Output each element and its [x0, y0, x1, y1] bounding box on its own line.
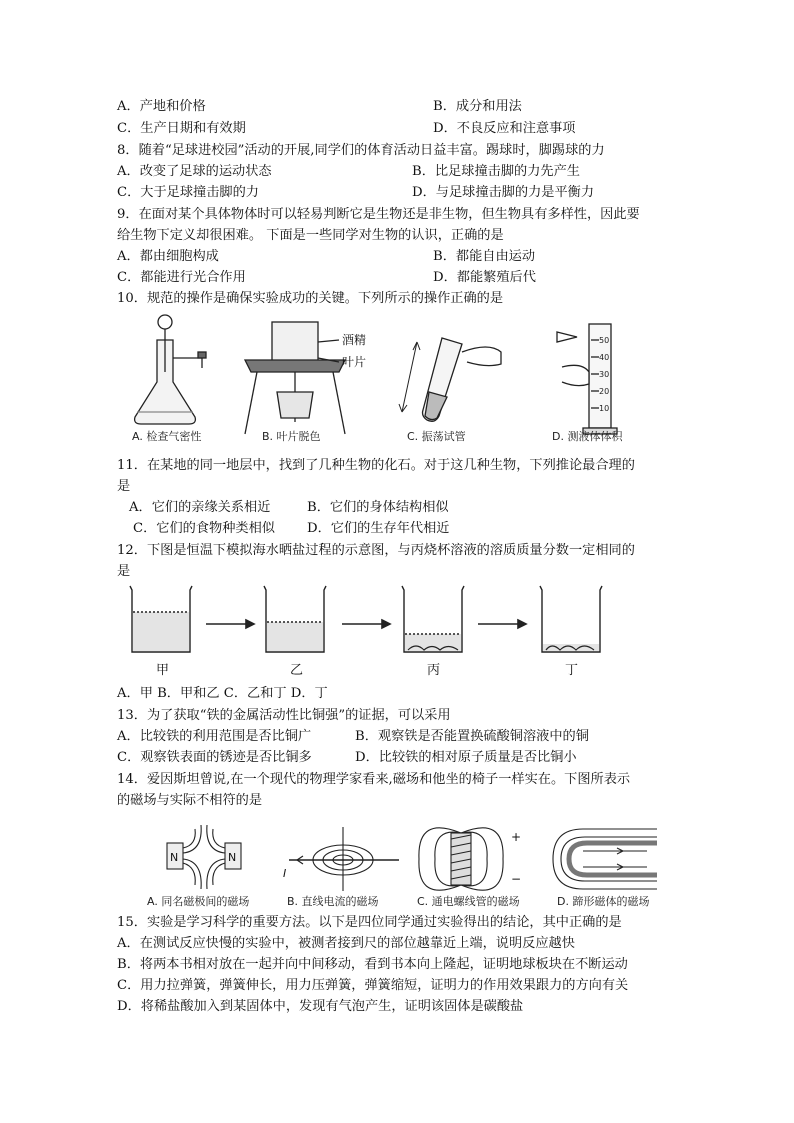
q15-option-c: C．用力拉弹簧，弹簧伸长，用力压弹簧，弹簧缩短，证明力的作用效果跟力的方向有关 — [117, 978, 629, 993]
current-label-i: I — [283, 867, 287, 880]
cylinder-tick-10: 10 — [599, 404, 610, 413]
label-alcohol: 酒精 — [342, 333, 367, 347]
q9-option-a: A．都由细胞构成 — [117, 249, 219, 264]
cylinder-tick-30: 30 — [599, 370, 610, 379]
solenoid-field — [419, 828, 503, 890]
beaker-label-bing: 丙 — [427, 663, 441, 678]
q14-magnetic-field-figure — [117, 815, 677, 910]
q7-option-a: A．产地和价格 — [117, 99, 206, 114]
q15-option-b: B．将两本书相对放在一起并向中间移动，看到书本向上隆起，证明地球板块在不断运动 — [117, 957, 628, 972]
caption-b: B. 直线电流的磁场 — [287, 895, 379, 908]
pole-n-right: N — [228, 851, 237, 864]
q10-stem: 10．规范的操作是确保实验成功的关键。下列所示的操作正确的是 — [117, 291, 504, 306]
q11-option-c: C．它们的食物种类相似 — [133, 521, 275, 536]
shake-tube-apparatus — [399, 338, 501, 421]
caption-c: C. 振荡试管 — [407, 430, 466, 443]
q7-option-c: C．生产日期和有效期 — [117, 121, 246, 136]
q13-option-b: B．观察铁是否能置换硫酸铜溶液中的铜 — [355, 729, 589, 744]
q9-option-b: B．都能自由运动 — [433, 249, 536, 264]
q13-option-c: C．观察铁表面的锈迹是否比铜多 — [117, 750, 312, 765]
caption-d: D. 测液体体积 — [552, 430, 623, 443]
q13-option-a: A．比较铁的利用范围是否比铜广 — [117, 729, 312, 744]
q14-stem-line2: 的磁场与实际不相符的是 — [117, 793, 263, 808]
beaker-label-yi: 乙 — [290, 663, 304, 678]
q11-option-b: B．它们的身体结构相似 — [307, 500, 449, 515]
q7-option-d: D．不良反应和注意事项 — [433, 121, 576, 136]
q15-option-a: A．在测试反应快慢的实验中，被测者接到尺的部位越靠近上端，说明反应越快 — [117, 936, 575, 951]
q11-stem-line1: 11．在某地的同一地层中，找到了几种生物的化石。对于这几种生物，下列推论最合理的 — [117, 458, 635, 473]
cylinder-tick-40: 40 — [599, 353, 610, 362]
beaker-label-ding: 丁 — [565, 663, 579, 678]
caption-b: B. 叶片脱色 — [262, 430, 321, 443]
q11-stem-line2: 是 — [117, 479, 131, 494]
q9-stem-line1: 9．在面对某个具体物体时可以轻易判断它是生物还是非生物，但生物具有多样性，因此要 — [117, 207, 640, 222]
airtight-check-apparatus — [135, 315, 206, 424]
straight-current-field — [289, 827, 399, 891]
q14-stem-line1: 14．爱因斯坦曾说,在一个现代的物理学家看来,磁场和他坐的椅子一样实在。下图所表示 — [117, 772, 631, 787]
horseshoe-magnet-field — [553, 829, 657, 889]
q15-option-d: D．将稀盐酸加入到某固体中，发现有气泡产生，证明该固体是碳酸盐 — [117, 999, 524, 1014]
caption-a: A. 检查气密性 — [132, 430, 202, 443]
q11-option-d: D．它们的生存年代相近 — [307, 521, 450, 536]
q9-stem-line2: 给生物下定义却很困难。 下面是一些同学对生物的认识，正确的是 — [117, 228, 504, 243]
q12-options: A．甲 B．甲和乙 C．乙和丁 D．丁 — [117, 686, 328, 701]
q8-stem: 8．随着“足球进校园”活动的开展,同学们的体育活动日益丰富。踢球时，脚踢球的力 — [117, 143, 605, 158]
q7-option-b: B．成分和用法 — [433, 99, 522, 114]
q9-option-c: C．都能进行光合作用 — [117, 270, 246, 285]
cylinder-tick-20: 20 — [599, 387, 610, 396]
q8-option-b: B．比足球撞击脚的力先产生 — [412, 164, 580, 179]
q13-option-d: D．比较铁的相对原子质量是否比铜小 — [355, 750, 577, 765]
q9-option-d: D．都能繁殖后代 — [433, 270, 536, 285]
q8-option-a: A．改变了足球的运动状态 — [117, 164, 272, 179]
label-leaf: 叶片 — [342, 355, 367, 369]
q11-option-a: A．它们的亲缘关系相近 — [129, 500, 271, 515]
beaker-label-jia: 甲 — [156, 663, 170, 678]
caption-a: A. 同名磁极间的磁场 — [147, 895, 250, 908]
q12-beaker-figure — [122, 580, 612, 685]
caption-c: C. 通电螺线管的磁场 — [417, 895, 520, 908]
q8-option-d: D．与足球撞击脚的力是平衡力 — [412, 185, 595, 200]
leaf-decolor-apparatus — [245, 322, 345, 434]
q15-stem: 15．实验是学习科学的重要方法。以下是四位同学通过实验得出的结论，其中正确的是 — [117, 915, 622, 930]
q12-stem-line1: 12．下图是恒温下模拟海水晒盐过程的示意图，与丙烧杯溶液的溶质质量分数一定相同的 — [117, 543, 635, 558]
pole-n-left: N — [170, 851, 179, 864]
solenoid-minus: − — [511, 872, 522, 886]
q10-figure — [117, 312, 627, 452]
q13-stem: 13．为了获取“铁的金属活动性比铜强”的证据，可以采用 — [117, 708, 451, 723]
q8-option-c: C．大于足球撞击脚的力 — [117, 185, 259, 200]
solenoid-plus: + — [511, 830, 522, 844]
cylinder-tick-50: 50 — [599, 336, 610, 345]
q12-stem-line2: 是 — [117, 564, 131, 579]
beaker-ding — [540, 586, 602, 652]
caption-d: D. 蹄形磁体的磁场 — [557, 895, 650, 908]
